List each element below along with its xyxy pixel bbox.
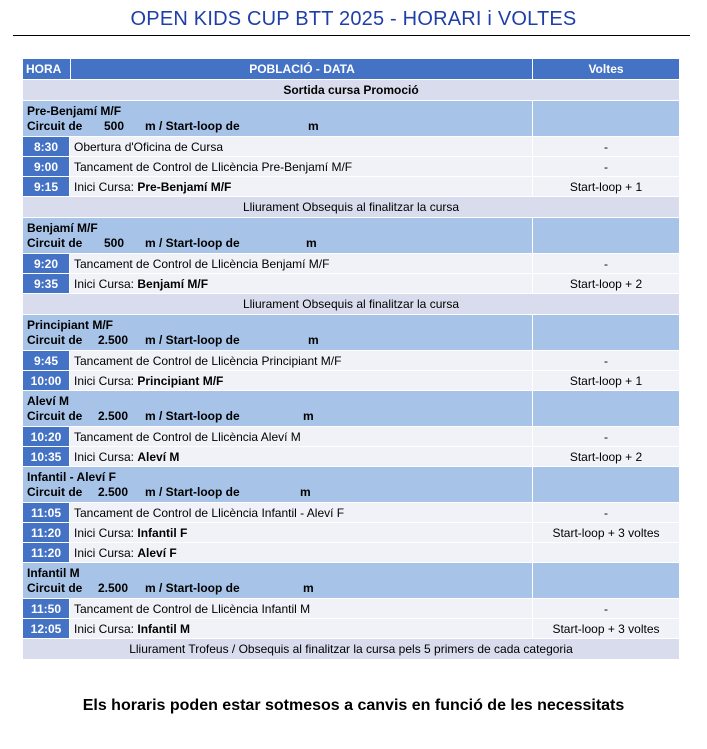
time-cell: 8:30 xyxy=(23,137,69,157)
voltes-cell: - xyxy=(533,254,679,274)
voltes-cell: Start-loop + 2 xyxy=(533,274,679,294)
description-text: Inici Cursa: xyxy=(74,374,138,388)
time-cell: 9:15 xyxy=(23,177,69,197)
description-cell xyxy=(70,503,532,523)
startloop-label: m / Start-loop de xyxy=(145,333,240,347)
schedule-row xyxy=(23,542,679,562)
description-text: Inici Cursa: xyxy=(74,450,138,464)
circuit-distance: 500 xyxy=(104,236,125,250)
voltes-cell: Start-loop + 1 xyxy=(533,371,679,391)
schedule-table xyxy=(23,59,679,659)
category-name: Principiant M/F xyxy=(27,318,114,332)
time-cell: 9:00 xyxy=(23,157,69,177)
schedule-row xyxy=(23,136,679,156)
schedule-row xyxy=(23,522,679,542)
category-name: Pre-Benjamí M/F xyxy=(27,104,122,118)
circuit-distance: 2.500 xyxy=(98,409,129,423)
voltes-cell: Start-loop + 1 xyxy=(533,177,679,197)
circuit-distance: 2.500 xyxy=(98,485,129,499)
description-cell xyxy=(70,274,532,294)
schedule-row xyxy=(23,350,679,370)
schedule-row xyxy=(23,156,679,176)
time-cell: 10:35 xyxy=(23,447,69,467)
description-category: Aleví M xyxy=(137,450,180,464)
header-hora: HORA xyxy=(26,62,62,76)
page-title: OPEN KIDS CUP BTT 2025 - HORARI i VOLTES xyxy=(130,8,577,30)
column-divider xyxy=(532,218,533,254)
table-header-row xyxy=(23,59,679,79)
description-category: Infantil M xyxy=(137,622,191,636)
description-text: Obertura d'Oficina de Cursa xyxy=(74,140,224,154)
meters-unit: m xyxy=(308,119,319,133)
voltes-cell: - xyxy=(533,503,679,523)
meters-unit: m xyxy=(308,333,319,347)
title-underline xyxy=(13,35,690,36)
meters-unit: m xyxy=(300,485,311,499)
description-category: Benjamí M/F xyxy=(137,277,209,291)
time-cell: 11:20 xyxy=(23,523,69,543)
obsequis-banner: Lliurament Obsequis al finalitzar la cursa xyxy=(23,196,679,217)
circuit-distance: 2.500 xyxy=(98,333,129,347)
schedule-row xyxy=(23,426,679,446)
startloop-label: m / Start-loop de xyxy=(145,119,240,133)
column-divider xyxy=(532,391,533,427)
description-cell xyxy=(70,599,532,619)
schedule-row xyxy=(23,273,679,293)
schedule-row xyxy=(23,598,679,618)
category-header xyxy=(23,217,679,253)
category-header xyxy=(23,390,679,426)
description-text: Inici Cursa: xyxy=(74,546,138,560)
time-cell: 10:20 xyxy=(23,427,69,447)
description-cell xyxy=(70,177,532,197)
schedule-row xyxy=(23,176,679,196)
category-header xyxy=(23,466,679,502)
category-header xyxy=(23,562,679,598)
circuit-label: Circuit de xyxy=(27,409,83,423)
time-cell: 11:20 xyxy=(23,543,69,563)
voltes-cell: Start-loop + 2 xyxy=(533,447,679,467)
description-cell xyxy=(70,371,532,391)
meters-unit: m xyxy=(306,236,317,250)
obsequis-banner: Lliurament Obsequis al finalitzar la cursa xyxy=(23,293,679,314)
category-header xyxy=(23,314,679,350)
meters-unit: m xyxy=(303,409,314,423)
time-cell: 9:20 xyxy=(23,254,69,274)
voltes-cell xyxy=(533,543,679,563)
category-name: Infantil - Aleví F xyxy=(27,470,116,484)
column-divider xyxy=(532,101,533,137)
description-cell xyxy=(70,254,532,274)
description-category: Pre-Benjamí M/F xyxy=(137,180,232,194)
category-name: Aleví M xyxy=(27,394,70,408)
schedule-row xyxy=(23,618,679,638)
description-cell xyxy=(70,351,532,371)
obsequis-banner: Lliurament Trofeus / Obsequis al finalitzar la cursa pels 5 primers de cada categoria xyxy=(23,638,679,659)
voltes-cell: Start-loop + 3 voltes xyxy=(533,619,679,639)
column-divider xyxy=(532,563,533,599)
circuit-label: Circuit de xyxy=(27,119,83,133)
time-cell: 11:05 xyxy=(23,503,69,523)
description-text: Inici Cursa: xyxy=(74,180,138,194)
schedule-row xyxy=(23,446,679,466)
circuit-label: Circuit de xyxy=(27,236,83,250)
voltes-cell: - xyxy=(533,427,679,447)
category-name: Infantil M xyxy=(27,566,80,580)
column-divider xyxy=(532,467,533,503)
time-cell: 10:00 xyxy=(23,371,69,391)
description-cell xyxy=(70,427,532,447)
description-text: Tancament de Control de Llicència Infantil M xyxy=(74,602,311,616)
category-name: Benjamí M/F xyxy=(27,221,98,235)
circuit-distance: 2.500 xyxy=(98,581,129,595)
voltes-cell: - xyxy=(533,599,679,619)
description-text: Inici Cursa: xyxy=(74,277,138,291)
time-cell: 12:05 xyxy=(23,619,69,639)
description-cell xyxy=(70,523,532,543)
category-list xyxy=(23,100,679,659)
meters-unit: m xyxy=(303,581,314,595)
category-header xyxy=(23,100,679,136)
schedule-row xyxy=(23,370,679,390)
schedule-row xyxy=(23,502,679,522)
circuit-distance: 500 xyxy=(104,119,125,133)
circuit-label: Circuit de xyxy=(27,333,83,347)
startloop-label: m / Start-loop de xyxy=(145,236,240,250)
header-voltes: Voltes xyxy=(532,59,679,79)
description-cell xyxy=(70,619,532,639)
circuit-label: Circuit de xyxy=(27,581,83,595)
schedule-row xyxy=(23,253,679,273)
circuit-label: Circuit de xyxy=(27,485,83,499)
description-category: Principiant M/F xyxy=(137,374,224,388)
startloop-label: m / Start-loop de xyxy=(145,409,240,423)
column-divider xyxy=(532,315,533,351)
voltes-cell: - xyxy=(533,137,679,157)
voltes-cell: - xyxy=(533,157,679,177)
description-category: Aleví F xyxy=(137,546,177,560)
voltes-cell: Start-loop + 3 voltes xyxy=(533,523,679,543)
description-cell xyxy=(70,447,532,467)
description-text: Tancament de Control de Llicència Aleví M xyxy=(74,430,301,444)
time-cell: 11:50 xyxy=(23,599,69,619)
description-cell xyxy=(70,137,532,157)
description-cell xyxy=(70,543,532,563)
time-cell: 9:45 xyxy=(23,351,69,371)
header-poblacio: POBLACIÓ - DATA xyxy=(70,59,533,79)
description-text: Tancament de Control de Llicència Infantil - Aleví F xyxy=(74,506,345,520)
description-text: Tancament de Control de Llicència Benjamí M/F xyxy=(74,257,330,271)
footer-note: Els horaris poden estar sotmesos a canvis en funció de les necessitats xyxy=(82,697,625,714)
description-cell xyxy=(70,157,532,177)
time-cell: 9:35 xyxy=(23,274,69,294)
promo-banner: Sortida cursa Promoció xyxy=(23,79,679,100)
description-text: Inici Cursa: xyxy=(74,526,138,540)
description-category: Infantil F xyxy=(137,526,188,540)
voltes-cell: - xyxy=(533,351,679,371)
description-text: Tancament de Control de Llicència Principiant M/F xyxy=(74,354,342,368)
startloop-label: m / Start-loop de xyxy=(145,581,240,595)
description-text: Inici Cursa: xyxy=(74,622,138,636)
description-text: Tancament de Control de Llicència Pre-Benjamí M/F xyxy=(74,160,353,174)
startloop-label: m / Start-loop de xyxy=(145,485,240,499)
